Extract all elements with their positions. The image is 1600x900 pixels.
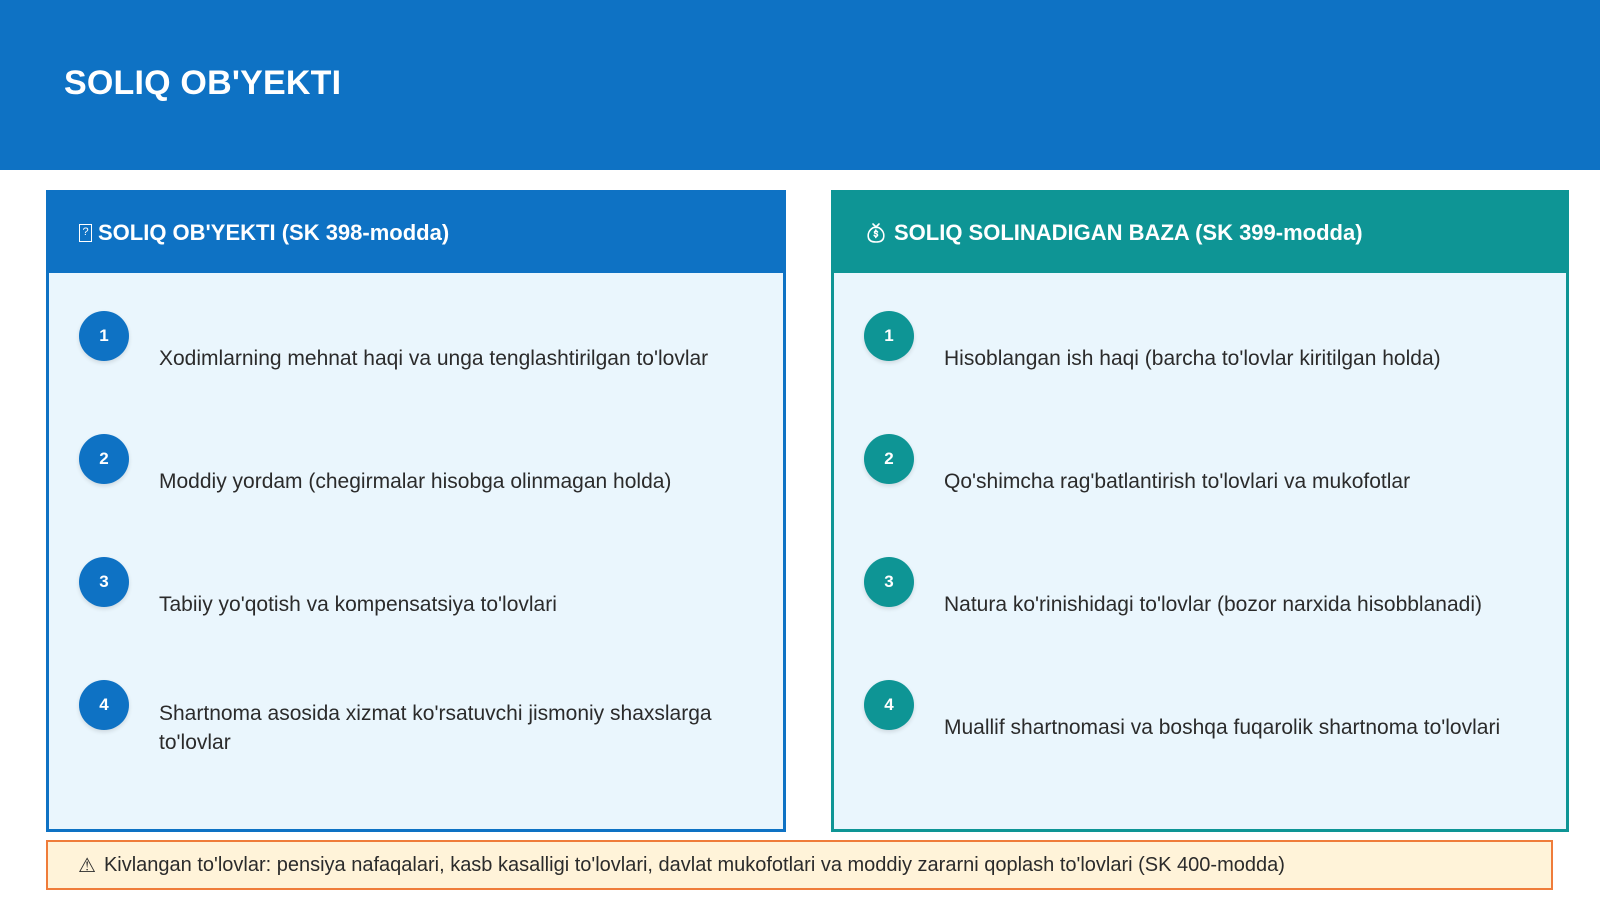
tax-object-panel-title: SOLIQ OB'YEKTI (SK 398-modda) <box>98 220 450 245</box>
item-text: Hisoblangan ish haqi (barcha to'lovlar kiritilgan holda) <box>944 347 1441 370</box>
item-text: Natura ko'rinishidagi to'lovlar (bozor narxida hisobblanadi) <box>944 593 1482 616</box>
item-number-badge: 4 <box>864 680 914 730</box>
item-number-badge: 4 <box>79 680 129 730</box>
list-item <box>834 286 1566 409</box>
tax-object-panel <box>46 190 786 832</box>
page-title: SOLIQ OB'YEKTI <box>64 64 342 102</box>
list-item <box>49 532 783 655</box>
item-number-badge: 3 <box>79 557 129 607</box>
money-bag-icon <box>864 221 888 245</box>
list-item <box>49 409 783 532</box>
item-text: Moddiy yordam (chegirmalar hisobga olinmagan holda) <box>159 470 672 493</box>
item-text: Shartnoma asosida xizmat ko'rsatuvchi jismoniy shaxslarga to'lovlar <box>159 701 712 754</box>
tax-base-panel <box>831 190 1569 832</box>
list-item <box>834 409 1566 532</box>
list-item <box>49 655 783 778</box>
item-number-badge: 1 <box>864 311 914 361</box>
item-number-badge: 2 <box>864 434 914 484</box>
item-number-badge: 1 <box>79 311 129 361</box>
exemption-notice-text: Kivlangan to'lovlar: pensiya nafaqalari, kasb kasalligi to'lovlari, davlat mukofotlari va moddiy zararni qoplash to'lovlari (SK 400-modda) <box>103 853 1285 876</box>
question-box-icon: ? <box>79 224 92 242</box>
list-item <box>49 286 783 409</box>
item-text: Muallif shartnomasi va boshqa fuqarolik shartnoma to'lovlari <box>944 716 1501 739</box>
item-number-badge: 3 <box>864 557 914 607</box>
tax-object-panel-header <box>49 193 783 273</box>
tax-base-panel-title: SOLIQ SOLINADIGAN BAZA (SK 399-modda) <box>894 220 1363 245</box>
list-item <box>834 532 1566 655</box>
warning-icon: ⚠ <box>78 854 96 877</box>
item-text: Tabiiy yo'qotish va kompensatsiya to'lovlari <box>159 593 557 616</box>
slide-header <box>0 0 1600 170</box>
list-item <box>834 655 1566 778</box>
item-text: Qo'shimcha rag'batlantirish to'lovlari va mukofotlar <box>944 470 1411 493</box>
tax-base-panel-header <box>834 193 1566 273</box>
item-text: Xodimlarning mehnat haqi va unga tenglashtirilgan to'lovlar <box>159 347 709 370</box>
item-number-badge: 2 <box>79 434 129 484</box>
exemption-notice <box>46 840 1553 890</box>
